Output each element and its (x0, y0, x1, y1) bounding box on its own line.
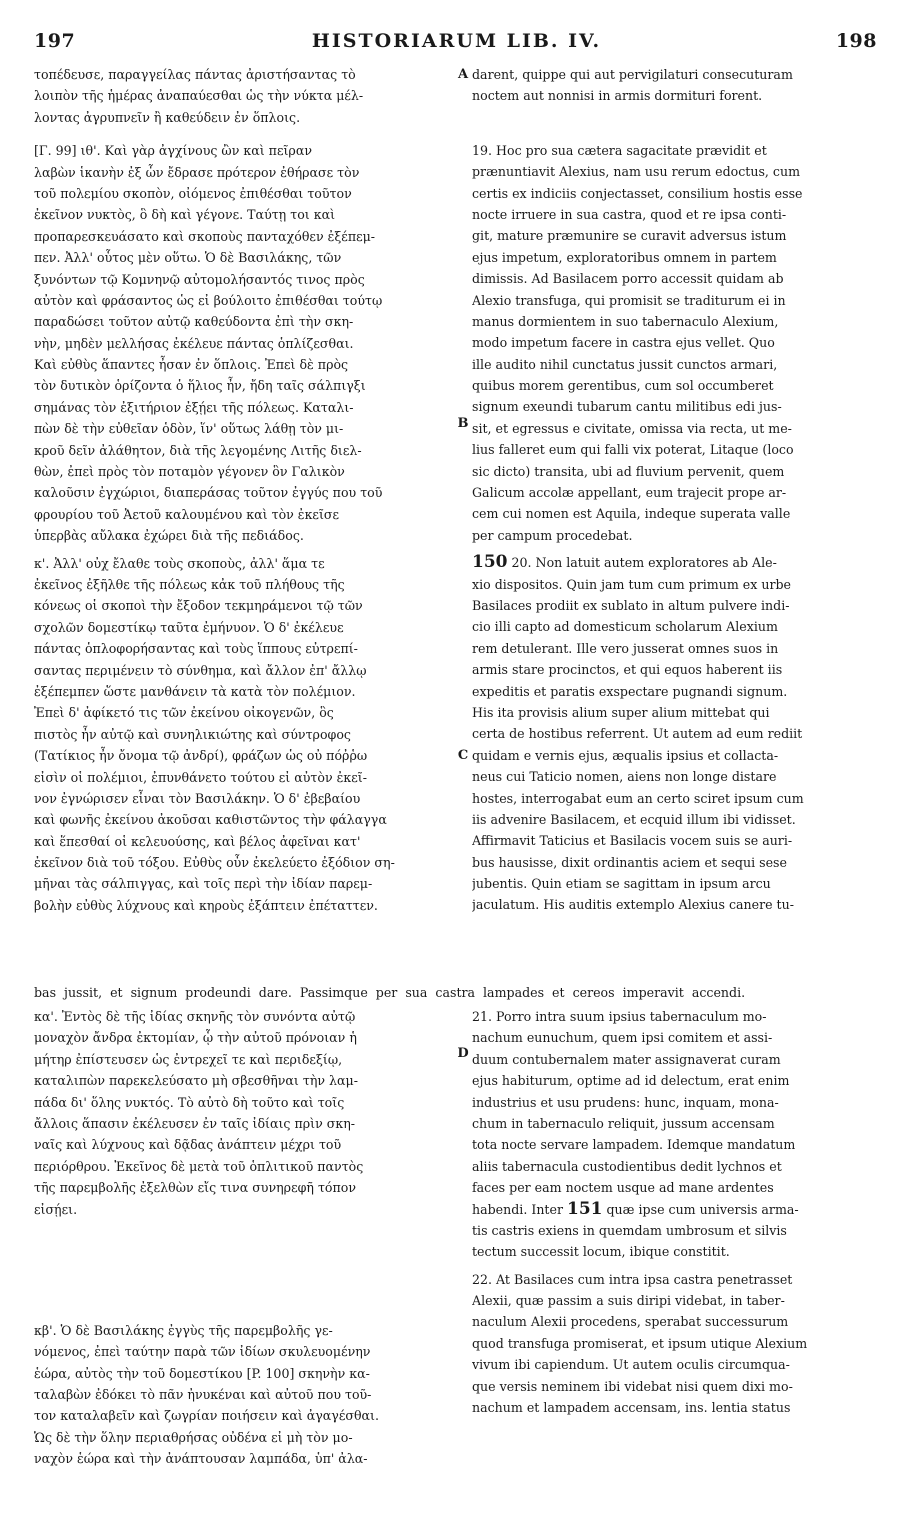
text-line: κ'. Ἀλλ' οὐχ ἔλαθε τοὺς σκοποὺς, ἀλλ' ἅμα τε (34, 555, 325, 571)
text-line: xio dispositos. Quin jam tum cum primum ex urbe (472, 576, 791, 592)
text-line: λαβὼν ἱκανὴν ἐξ ὧν ἔδρασε πρότερον ἐθήρασε τὸν (34, 164, 360, 180)
text-line: Ἐπεὶ δ' ἀφίκετό τις τῶν ἐκείνου οἰκογενῶν, ὃς (34, 705, 334, 721)
text-line (472, 1199, 882, 1220)
text-line: 22. At Basilaces cum intra ipsa castra penetrasset (472, 1271, 793, 1287)
text-line: νόμενος, ἐπεὶ ταύτην παρὰ τῶν ἰδίων σκυλευομένην (34, 1344, 371, 1360)
latin-paragraph-d (472, 1006, 882, 1263)
text-line: σαντας περιμένειν τὸ σύνθημα, καὶ ἄλλον ἐπ' ἄλλῳ (34, 662, 367, 678)
text-line: certa de hostibus referrent. Ut autem ad eum rediit (472, 726, 803, 742)
text-line: signum exeundi tubarum cantu militibus edi jus- (472, 399, 782, 415)
text-line: εἰσὶν οἱ πολέμιοι, ἐπυνθάνετο τούτου εἰ αὐτὸν ἐκεῖ- (34, 769, 367, 785)
column-number-151: 151 (566, 1198, 603, 1219)
text-line: sit, et egressus e civitate, omissa via recta, ut me- (472, 420, 792, 436)
text-line: ὑπερβὰς αὔλακα ἐχώρει διὰ τῆς πεδιάδος. (34, 528, 304, 544)
text-line: ναχὸν ἑώρα καὶ τὴν ἀνάπτουσαν λαμπάδα, ὑπ' ἀλα- (34, 1451, 368, 1467)
text-line: ἄλλοις ἅπασιν ἐκέλευσεν ἐν ταῖς ἰδίαις πρὶν σκη- (34, 1115, 356, 1131)
text-line: αὐτὸν καὶ φράσαντος ὡς εἰ βούλοιτο ἐπιθέσθαι τούτῳ (34, 292, 383, 308)
text-line (472, 552, 882, 573)
greek-column-lower (34, 1006, 454, 1470)
text-line: industrius et usu prudens: hunc, inquam, mona- (472, 1094, 779, 1110)
text-line: μῆναι τὰς σάλπιγγας, καὶ τοῖς περὶ τὴν ἰδίαν παρεμ- (34, 876, 373, 892)
text-line: lius falleret eum qui falli vix poterat, Litaque (loco (472, 442, 794, 458)
text-line: Alexii, quæ passim a suis diripi videbat, in taber- (472, 1293, 785, 1309)
section-marker-d: D (457, 1046, 469, 1061)
text-line: vivum ibi capiendum. Ut autem oculis circumqua- (472, 1357, 790, 1373)
text-line: τῆς παρεμβολῆς ἐξελθὼν εἴς τινα συνηρεφῆ τόπον (34, 1180, 357, 1196)
text-line: καὶ φωνῆς ἐκείνου ἀκοῦσαι καθιστῶντος τὴν φάλαγγα (34, 812, 387, 828)
text-line: ἐκεῖνος ἐξῆλθε τῆς πόλεως κἀκ τοῦ πλήθους τῆς (34, 576, 345, 592)
running-title: HISTORIARUM LIB. IV. (311, 30, 602, 52)
text-line: ἐξέπεμπεν ὥστε μανθάνειν τὰ κατὰ τὸν πολέμιον. (34, 683, 356, 699)
text-line: faces per eam noctem usque ad mane ardentes (472, 1180, 774, 1196)
text-line: jubentis. Quin etiam se sagittam in ipsum arcu (472, 876, 771, 892)
page-header (0, 0, 913, 62)
text-line: πὼν δὲ τὴν εὐθεῖαν ὁδὸν, ἵν' οὕτως λάθῃ τὸν μι- (34, 421, 344, 437)
text-line: κόνεως οἱ σκοποὶ τὴν ἔξοδον τεκμηράμενοι τῷ τῶν (34, 598, 363, 614)
text-line: βολὴν εὐθὺς λύχνους καὶ κηροὺς ἐξάπτειν ἐπέταττεν. (34, 897, 378, 913)
text-line: μοναχὸν ἄνδρα ἐκτομίαν, ᾧ τὴν αὐτοῦ πρόνοιαν ἡ (34, 1030, 357, 1046)
text-line: ἐκεῖνον νυκτὸς, ὃ δὴ καὶ γέγονε. Ταύτῃ τοι καὶ (34, 207, 336, 223)
latin-paragraph-b (472, 140, 882, 546)
text-line: manus dormientem in suo tabernaculo Alexium, (472, 313, 779, 329)
text-line: κβ'. Ὁ δὲ Βασιλάκης ἐγγὺς τῆς παρεμβολῆς γε- (34, 1322, 333, 1338)
text-line: tis castris exiens in quemdam umbrosum et silvis (472, 1222, 787, 1238)
latin-paragraph-c (472, 552, 882, 916)
text-line: sic dicto) transita, ubi ad fluvium pervenit, quem (472, 463, 785, 479)
text-line: ταλαβὼν ἐδόκει τὸ πᾶν ἠνυκέναι καὶ αὐτοῦ που τοῦ- (34, 1387, 372, 1403)
text-line: nachum eunuchum, quem ipsi comitem et assi- (472, 1030, 773, 1046)
greek-paragraph-e (34, 1320, 454, 1470)
text-line: καταλιπὼν παρεκελεύσατο μὴ σβεσθῆναι τὴν λαμ- (34, 1073, 358, 1089)
text-line: μήτηρ ἐπίστευσεν ὡς ἐντρεχεῖ τε καὶ περιδεξίῳ, (34, 1051, 343, 1067)
text-line-end: quæ ipse cum universis arma- (606, 1201, 799, 1217)
text-line: expeditis et paratis exspectare pugnandi signum. (472, 683, 788, 699)
text-line: quod transfuga promiserat, et ipsum utique Alexium (472, 1335, 808, 1351)
text-line: κα'. Ἐντὸς δὲ τῆς ἰδίας σκηνῆς τὸν συνόντα αὐτῷ (34, 1009, 356, 1024)
text-line: ξυνόντων τῷ Κομνηνῷ αὐτομολήσαντός τινος πρὸς (34, 271, 365, 287)
text-line: σημάνας τὸν ἐξιτήριον ἐξῄει τῆς πόλεως. Καταλι- (34, 399, 354, 415)
text-line: tectum successit locum, ibique constitit. (472, 1244, 730, 1260)
text-line: νον ἐγνώρισεν εἶναι τὸν Βασιλάκην. Ὁ δ' ἐβεβαίου (34, 790, 361, 806)
greek-paragraph-d (34, 1006, 454, 1220)
text-line: ναῖς καὶ λύχνους καὶ δᾷδας ἀνάπτειν μέχρι τοῦ (34, 1137, 342, 1153)
text-line: σχολῶν δομεστίκῳ ταῦτα ἐμήνυον. Ὁ δ' ἐκέλευε (34, 619, 344, 635)
full-width-line: bas jussit, et signum prodeundi dare. Passimque per sua castra lampades et cereos imperavit accendi. (34, 985, 746, 1000)
text-line: modo impetum facere in castra ejus vellet. Quo (472, 335, 775, 351)
text-line: ejus habiturum, optime ad id delectum, erat enim (472, 1073, 790, 1089)
text-line: Alexio transfuga, qui promisit se traditurum ei in (472, 292, 786, 308)
text-line: περιόρθρου. Ἐκεῖνος δὲ μετὰ τοῦ ὁπλιτικοῦ παντὸς (34, 1158, 364, 1174)
section-marker-c: C (457, 748, 469, 763)
text-line: θὼν, ἐπεὶ πρὸς τὸν ποταμὸν γέγονεν ὃν Γαλικὸν (34, 464, 345, 480)
text-line: prænuntiavit Alexius, nam usu rerum edoctus, cum (472, 164, 801, 180)
text-line: jaculatum. His auditis extemplo Alexius canere tu- (472, 897, 794, 913)
text-line: nocte irruere in sua castra, quod et re ipsa conti- (472, 206, 787, 222)
text-line: παραδώσει τοῦτον αὐτῷ καθεύδοντα ἐπὶ τὴν σκη- (34, 314, 354, 330)
text-line-start: 20. Non latuit autem exploratores ab Ale- (511, 555, 777, 571)
text-line: cem cui nomen est Aquila, indeque superata valle (472, 506, 791, 522)
text-line: λοντας ἀγρυπνεῖν ἢ καθεύδειν ἐν ὅπλοις. (34, 109, 301, 125)
text-line: ille audito nihil cunctatus jussit cunctos armari, (472, 356, 778, 372)
text-line: τοπέδευσε, παραγγείλας πάντας ἀριστήσαντας τὸ (34, 67, 356, 82)
text-line: armis stare procinctos, et qui equos haberent iis (472, 662, 783, 678)
text-line: rem detulerant. Ille vero jusserat omnes suos in (472, 640, 779, 656)
text-line: ἐκεῖνον διὰ τοῦ τόξου. Εὐθὺς οὖν ἐκελεύετο ἐξόδιον ση- (34, 855, 395, 871)
text-line: τον καταλαβεῖν καὶ ζωγρίαν ποιήσειν καὶ ἀγαγέσθαι. (34, 1408, 379, 1424)
text-line: προπαρεσκευάσατο καὶ σκοποὺς πανταχόθεν ἐξέπεμ- (34, 228, 376, 244)
text-line: quidam e vernis ejus, æqualis ipsius et collacta- (472, 747, 779, 763)
page-number-right: 198 (835, 30, 877, 52)
text-line: (Τατίκιος ἦν ὄνομα τῷ ἀνδρί), φράζων ὡς οὐ πόῤῥω (34, 748, 368, 764)
text-line: 21. Porro intra suum ipsius tabernaculum mo- (472, 1009, 767, 1024)
text-line: Affirmavit Taticius et Basilacis vocem suis se auri- (472, 833, 793, 849)
section-marker-a: A (457, 67, 469, 82)
text-line: hostes, interrogabat eum an certo sciret ipsum cum (472, 790, 804, 806)
text-line: iis advenire Basilacem, et ecquid illum ibi vidisset. (472, 811, 796, 827)
section-marker-b: B (457, 416, 469, 431)
text-line: aliis tabernacula custodientibus dedit lychnos et (472, 1158, 782, 1174)
text-line: κροῦ δεῖν ἀλάθητον, διὰ τῆς λεγομένης Λιτῆς διελ- (34, 442, 362, 458)
text-line: [Γ. 99] ιθ'. Καὶ γὰρ ἀγχίνους ὢν καὶ πεῖραν (34, 143, 312, 159)
text-line: πιστὸς ἦν αὐτῷ καὶ συνηλικιώτης καὶ σύντροφος (34, 726, 351, 742)
text-line: ἑώρα, αὐτὸς τὴν τοῦ δομεστίκου [P. 100] σκηνὴν κα- (34, 1365, 370, 1381)
text-line: git, mature præmunire se curavit adversus istum (472, 228, 787, 244)
latin-paragraph-e (472, 1269, 882, 1419)
text-line: cio illi capto ad domesticum scholarum Alexium (472, 619, 778, 635)
page-number-left: 197 (34, 30, 76, 52)
text-line: naculum Alexii procedens, sperabat successurum (472, 1314, 789, 1330)
text-line: darent, quippe qui aut pervigilaturi consecuturam (472, 67, 793, 82)
text-line: per campum procedebat. (472, 527, 633, 543)
text-line: neus cui Taticio nomen, aiens non longe distare (472, 769, 777, 785)
text-line: Ὡς δὲ τὴν ὅλην περιαθρήσας οὐδένα εἰ μὴ τὸν μο- (34, 1429, 353, 1445)
latin-column-upper (472, 64, 882, 916)
text-line: εἰσῄει. (34, 1201, 78, 1217)
text-line: Galicum accolæ appellant, eum trajecit prope ar- (472, 485, 787, 501)
greek-column-upper (34, 64, 454, 916)
text-line: dimissis. Ad Basilacem porro accessit quidam ab (472, 271, 784, 287)
text-line: duum contubernalem mater assignaverat curam (472, 1051, 781, 1067)
text-line: λοιπὸν τῆς ἡμέρας ἀναπαύεσθαι ὡς τὴν νύκτα μέλ- (34, 88, 364, 104)
latin-paragraph-a (472, 64, 882, 107)
text-line: φρουρίου τοῦ Ἀετοῦ καλουμένου καὶ τὸν ἐκεῖσε (34, 506, 340, 522)
latin-column-lower (472, 1006, 882, 1418)
text-line: πάντας ὁπλοφορήσαντας καὶ τοὺς ἵππους εὐτρεπί- (34, 641, 358, 657)
text-line: nachum et lampadem accensam, ins. lentia status (472, 1400, 791, 1416)
text-line: πάδα δι' ὅλης νυκτός. Τὸ αὐτὸ δὴ τοῦτο καὶ τοῖς (34, 1094, 345, 1110)
text-line: καλοῦσιν ἐγχώριοι, διαπεράσας τοῦτον ἐγγύς που τοῦ (34, 485, 383, 501)
text-line: noctem aut nonnisi in armis dormituri forent. (472, 88, 763, 104)
text-line: νὴν, μηδὲν μελλήσας ἐκέλευε πάντας ὁπλίζεσθαι. (34, 335, 354, 351)
text-line: His ita provisis alium super alium mittebat qui (472, 704, 770, 720)
text-line: chum in tabernaculo reliquit, jussum accensam (472, 1115, 775, 1131)
greek-paragraph-b (34, 140, 454, 546)
column-number-150: 150 (472, 552, 508, 573)
text-line: certis ex indiciis conjectasset, consilium hostis esse (472, 185, 803, 201)
greek-paragraph-a (34, 64, 454, 128)
text-line: tota nocte servare lampadem. Idemque mandatum (472, 1137, 796, 1153)
text-line: Καὶ εὐθὺς ἅπαντες ἦσαν ἐν ὅπλοις. Ἐπεὶ δὲ πρὸς (34, 357, 349, 373)
text-line: καὶ ἕπεσθαί οἱ κελευούσης, καὶ βέλος ἀφεῖναι κατ' (34, 833, 361, 849)
text-line: πεν. Ἀλλ' οὗτος μὲν οὕτω. Ὁ δὲ Βασιλάκης, τῶν (34, 250, 342, 266)
greek-paragraph-c (34, 553, 454, 917)
text-line: bus hausisse, dixit ordinantis aciem et sequi sese (472, 854, 787, 870)
text-line: quibus morem gerentibus, cum sol occumberet (472, 378, 774, 394)
text-line: Basilaces prodiit ex sublato in altum pulvere indi- (472, 597, 790, 613)
text-line: que versis neminem ibi videbat nisi quem dixi mo- (472, 1378, 793, 1394)
text-line: ejus impetum, exploratoribus omnem in partem (472, 249, 777, 265)
text-line-start: habendi. Inter (472, 1201, 563, 1217)
text-line: τοῦ πολεμίου σκοπὸν, οἰόμενος ἐπιθέσθαι τοῦτον (34, 185, 352, 201)
text-line: τὸν δυτικὸν ὁρίζοντα ὁ ἥλιος ἦν, ἤδη ταῖς σάλπιγξι (34, 378, 366, 394)
text-line: 19. Hoc pro sua cætera sagacitate prævidit et (472, 142, 767, 158)
